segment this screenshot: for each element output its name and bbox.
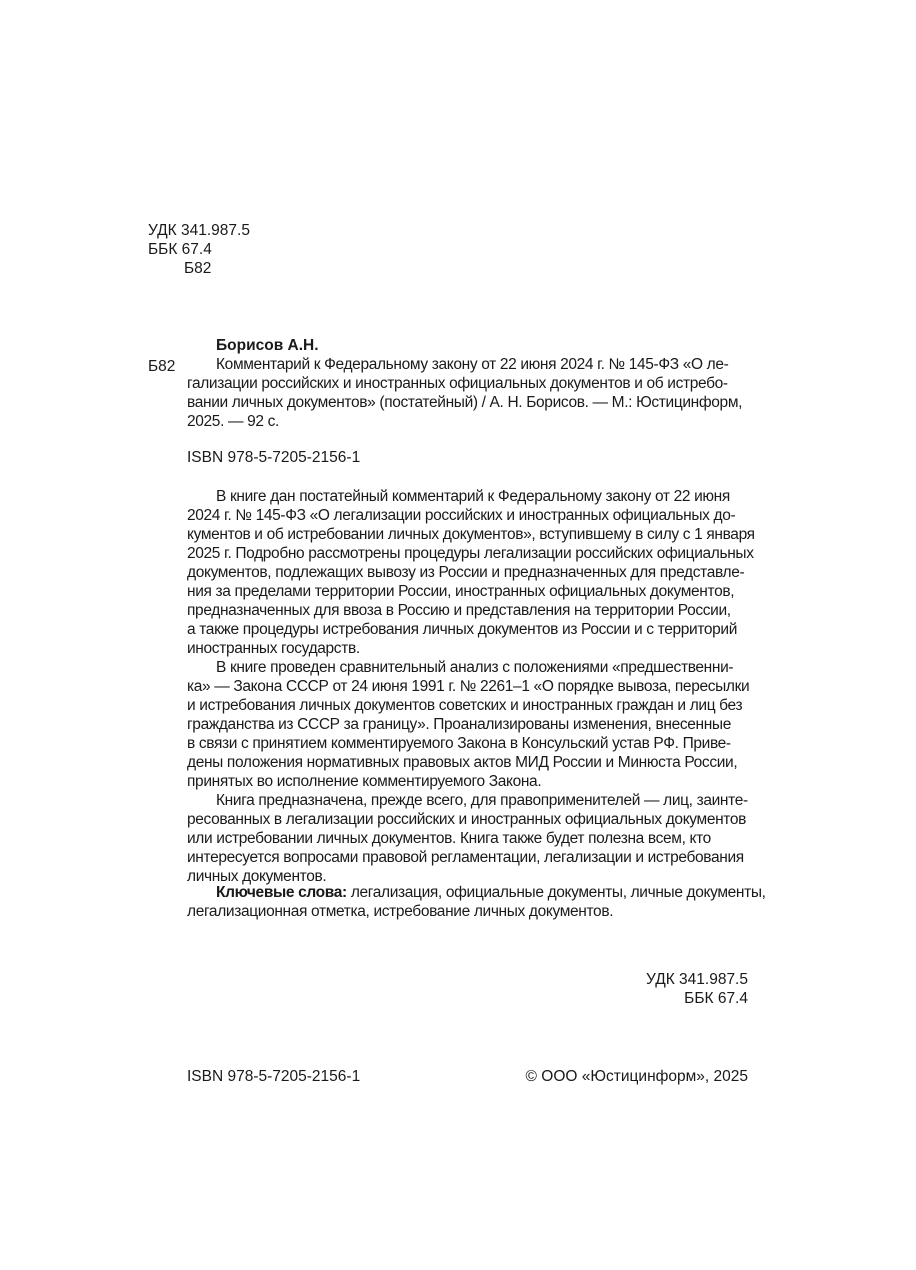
keywords-text: легализация, официальные документы, личные документы, bbox=[346, 884, 766, 901]
footer-copyright: © ООО «Юстицинформ», 2025 bbox=[525, 1068, 748, 1085]
annotation-line: и истребования личных документов советских и иностранных граждан и лиц без bbox=[187, 697, 743, 714]
description-line: гализации российских и иностранных официальных документов и об истребо- bbox=[187, 375, 728, 392]
annotation-line: ресованных в легализации российских и иностранных официальных документов bbox=[187, 811, 747, 828]
annotation-line: иностранных государств. bbox=[187, 640, 360, 657]
annotation-line: 2025 г. Подробно рассмотрены процедуры легализации российских официальных bbox=[187, 545, 754, 562]
annotation-line: ка» — Закона СССР от 24 июня 1991 г. № 2261–1 «О порядке вывоза, пересылки bbox=[187, 678, 750, 695]
catalog-author: Борисов А.Н. bbox=[216, 337, 319, 354]
bbk-code-top: ББК 67.4 bbox=[148, 241, 212, 258]
annotation-line: принятых во исполнение комментируемого Закона. bbox=[187, 773, 542, 790]
annotation-line: или истребовании личных документов. Книга также будет полезна всем, кто bbox=[187, 830, 711, 847]
footer-isbn: ISBN 978-5-7205-2156-1 bbox=[187, 1068, 361, 1085]
udk-code-bottom: УДК 341.987.5 bbox=[646, 971, 748, 988]
annotation-line: Книга предназначена, прежде всего, для правоприменителей — лиц, заинте- bbox=[216, 792, 748, 809]
annotation-line: личных документов. bbox=[187, 868, 327, 885]
annotation-line: В книге проведен сравнительный анализ с положениями «предшественни- bbox=[216, 659, 734, 676]
annotation-line: в связи с принятием комментируемого Закона в Консульский устав РФ. Приве- bbox=[187, 735, 731, 752]
catalog-mark: Б82 bbox=[148, 358, 176, 375]
annotation-line: интересуется вопросами правовой регламентации, легализации и истребования bbox=[187, 849, 744, 866]
annotation-line: а также процедуры истребования личных документов из России и с территорий bbox=[187, 621, 738, 638]
description-line: Комментарий к Федеральному закону от 22 июня 2024 г. № 145-ФЗ «О ле- bbox=[216, 356, 729, 373]
annotation-line: гражданства из СССР за границу». Проанализированы изменения, внесенные bbox=[187, 716, 731, 733]
annotation-line: ния за пределами территории России, иностранных официальных документов, bbox=[187, 583, 735, 600]
annotation-line: предназначенных для ввоза в Россию и представления на территории России, bbox=[187, 602, 731, 619]
description-line: вании личных документов» (постатейный) / А. Н. Борисов. — М.: Юстицинформ, bbox=[187, 394, 743, 411]
author-mark-top: Б82 bbox=[184, 260, 212, 277]
annotation-line: документов, подлежащих вывозу из России и предназначенных для представле- bbox=[187, 564, 745, 581]
keywords-label: Ключевые слова: bbox=[216, 884, 347, 901]
annotation-line: кументов и об истребовании личных документов», вступившему в силу с 1 января bbox=[187, 526, 755, 543]
udk-code-top: УДК 341.987.5 bbox=[148, 222, 250, 239]
annotation-line: В книге дан постатейный комментарий к Федеральному закону от 22 июня bbox=[216, 488, 730, 505]
description-line: 2025. — 92 с. bbox=[187, 413, 279, 430]
annotation-line: 2024 г. № 145-ФЗ «О легализации российских и иностранных официальных до- bbox=[187, 507, 736, 524]
keywords-line: легализационная отметка, истребование личных документов. bbox=[187, 903, 614, 920]
annotation-line: дены положения нормативных правовых актов МИД России и Минюста России, bbox=[187, 754, 738, 771]
catalog-isbn: ISBN 978-5-7205-2156-1 bbox=[187, 449, 361, 466]
keywords-line bbox=[216, 884, 766, 902]
bbk-code-bottom: ББК 67.4 bbox=[684, 990, 748, 1007]
